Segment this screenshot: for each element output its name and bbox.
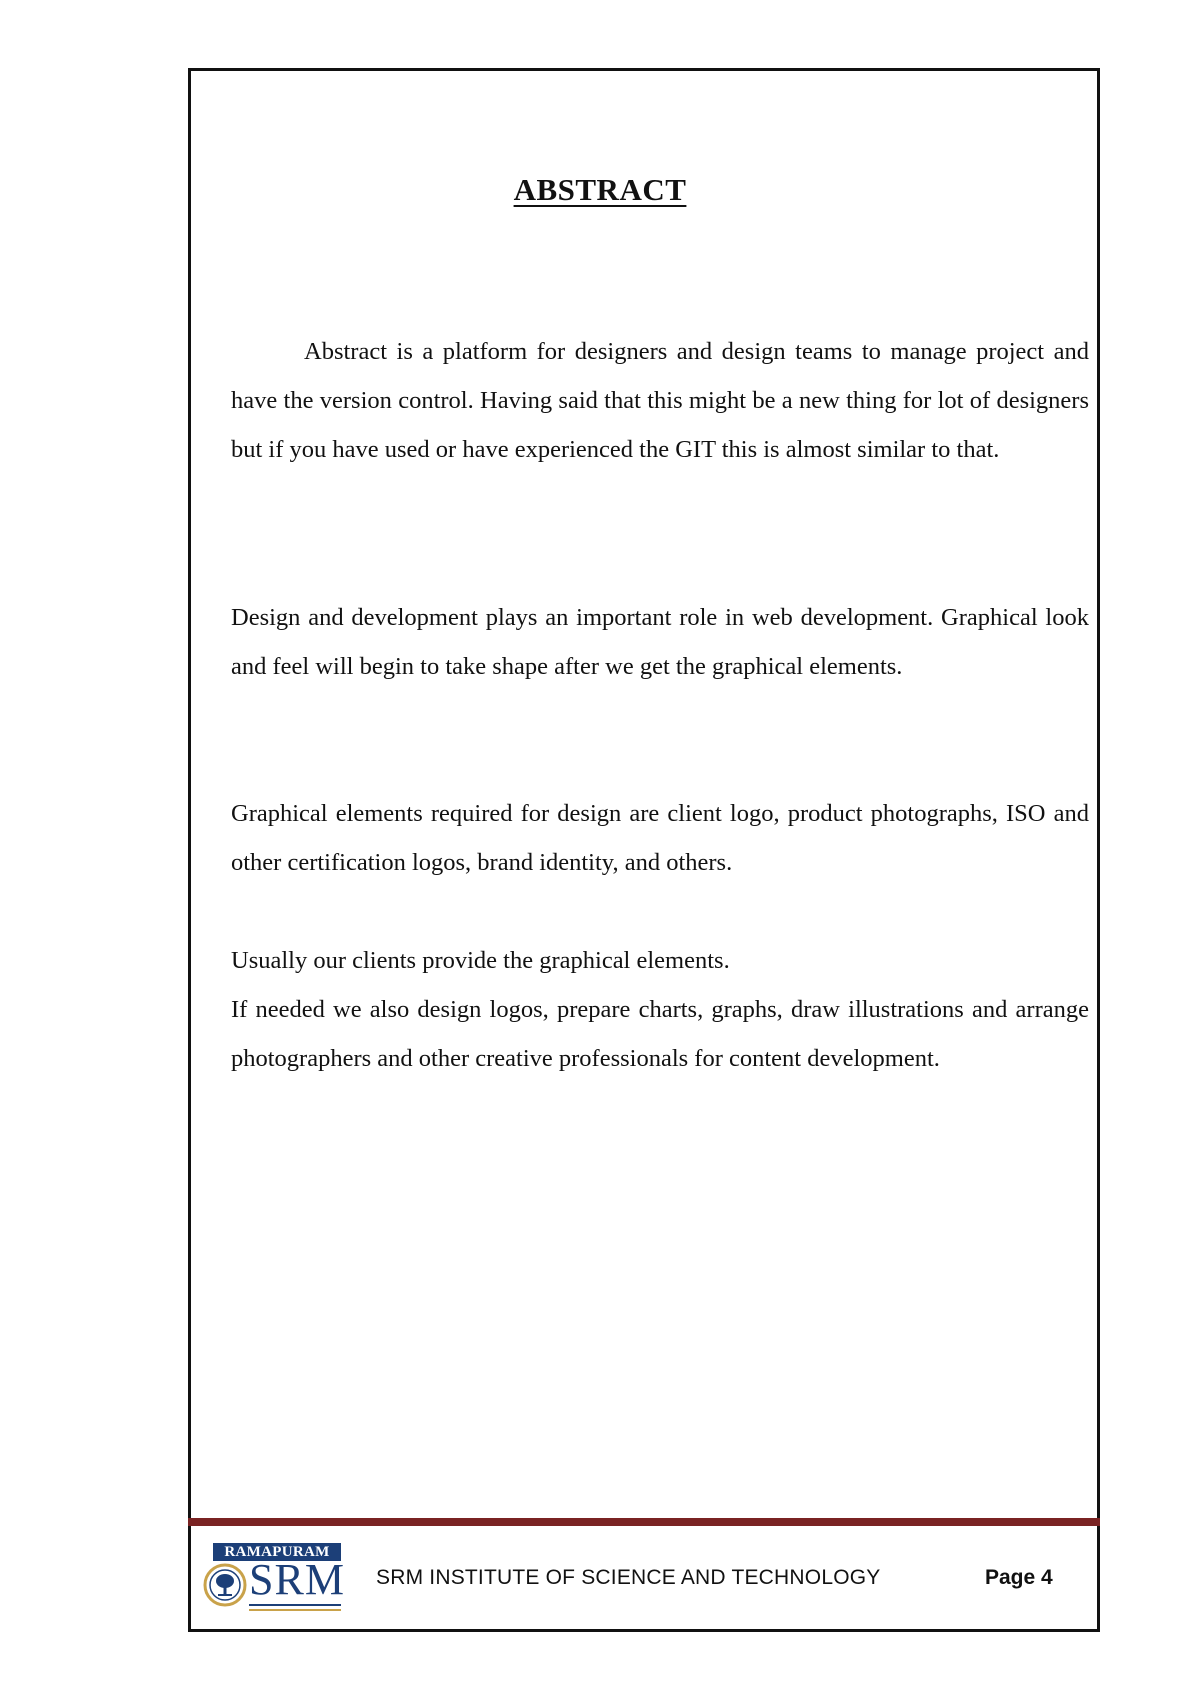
logo-srm-text: SRM <box>249 1555 345 1604</box>
page-title <box>0 172 1200 208</box>
page-title-text: ABSTRACT <box>513 172 687 207</box>
paragraph-3: Graphical elements required for design are client logo, product photographs, ISO and other certification logos, brand identity, and others. <box>231 800 1089 876</box>
paragraph-2: Design and development plays an important role in web development. Graphical look and feel will begin to take shape after we get the graphical elements. <box>231 604 1089 680</box>
footer-page-number: Page 4 <box>985 1566 1053 1589</box>
paragraph-4: Usually our clients provide the graphical elements. <box>231 947 730 974</box>
tree-emblem-icon <box>203 1563 247 1607</box>
paragraph-1: Abstract is a platform for designers and design teams to manage project and have the version control. Having said that this might be a new thing for lot of designers but if you have used or have experienced the GIT this is almost similar to that. <box>231 338 1089 463</box>
logo-ramapuram-banner: RAMAPURAM <box>213 1543 341 1561</box>
logo-tagline-lines <box>249 1603 341 1613</box>
footer-rule <box>188 1518 1100 1526</box>
srm-logo <box>203 1543 345 1615</box>
paragraph-5: If needed we also design logos, prepare charts, graphs, draw illustrations and arrange photographers and other creative professionals for content development. <box>231 996 1089 1072</box>
footer-institute-name: SRM INSTITUTE OF SCIENCE AND TECHNOLOGY <box>376 1566 881 1589</box>
